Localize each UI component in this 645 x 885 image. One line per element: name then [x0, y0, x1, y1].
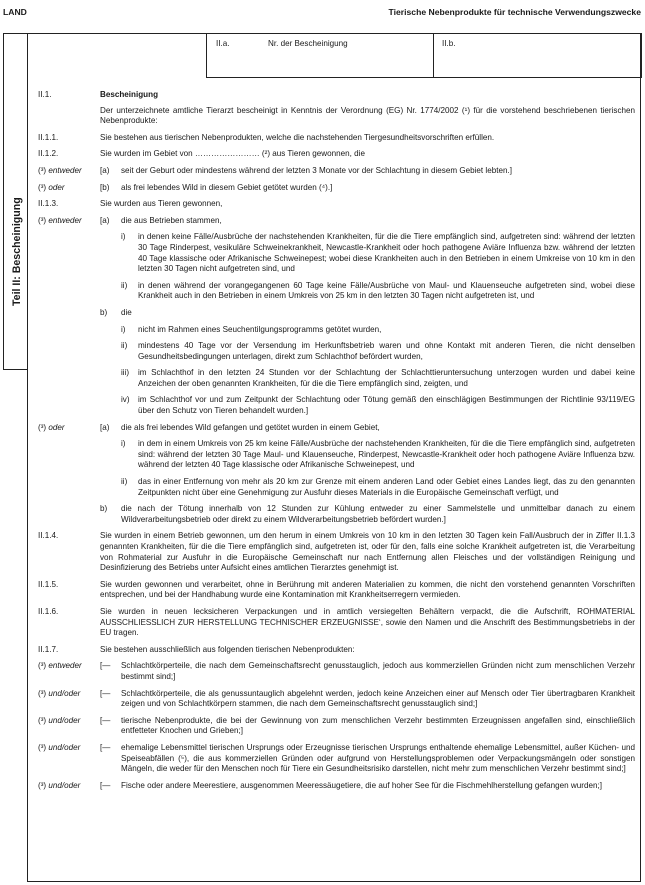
section-II-1-4: II.1.4. Sie wurden in einem Betrieb gewonnen, um den herum in einem Umkreis von 10 km in den letzten 30 Tagen kein Fall/Ausbruch der in Ziffer II.1.3 genannten Krankheiten, für die die Tiere empfänglich sind, aufgetreten ist, oder für den, falls eine solche Krankheit aufgetreten ist, die Verarbeitung von Rohmaterial zur Ausfuhr in die Europäische Gemeinschaft nur nach Entfernung allen Fleisches und der vollständigen Reinigung und Desinfizierung des Betriebs unter Aufsicht eines amtlichen Tierarztes genehmigt ist. — [38, 531, 635, 573]
section-II-1 — [38, 90, 635, 101]
section-II-1-7: II.1.7. Sie bestehen ausschließlich aus folgenden tierischen Nebenprodukten: — [38, 644, 355, 654]
sidebar-label: Teil II: Bescheinigung — [11, 197, 23, 306]
section-title: Bescheinigung — [100, 90, 159, 99]
certificate-ref-cell — [207, 34, 434, 77]
certificate-IIb-cell — [434, 34, 641, 77]
list-item: i) nicht im Rahmen eines Seuchentilgungsprogramms getötet wurden, — [121, 324, 382, 334]
option-row: (³) entweder [a) die aus Betrieben stammen, — [38, 215, 222, 225]
list-item: b) die — [100, 307, 132, 317]
option-row: (³) oder [b) als frei lebendes Wild in diesem Gebiet getötet wurden (⁴).] — [38, 182, 333, 192]
section-II-1-1: II.1.1. Sie bestehen aus tierischen Nebenprodukten, welche die nachstehenden Tiergesundheitsvorschriften erfüllen. — [38, 132, 495, 142]
sidebar-box — [3, 33, 27, 370]
header-country: LAND — [3, 7, 27, 17]
list-item: i) in dem in einem Umkreis von 25 km keine Fälle/Ausbrüche der nachstehenden Krankheiten, für die die Tiere empfänglich sind, aufgetreten sind: während der letzten 30 Tage Maul- und Klauenseuche, Rinderpest, Newcastle-Krankheit oder hoch pathogene Aviäre Influenza bzw. während der letzten 40 Tage klassische oder Afrikanische Schweinepest, und — [121, 439, 635, 470]
field-label-IIb: II.b. — [442, 39, 456, 48]
list-item: ii) in denen während der vorangegangenen 60 Tage keine Fälle/Ausbrüche von Maul- und Klauenseuche aufgetreten sind, wobei diese Krankheit auch in den Betrieben in einem Umkreis von 25 km in den letzten 30 Tagen nicht aufgetreten ist, und — [121, 280, 635, 301]
option-row: (³) entweder [a) seit der Geburt oder mindestens während der letzten 3 Monate vor der Schlachtung in diesem Gebiet lebten.] — [38, 165, 512, 175]
certificate-number-label: Nr. der Bescheinigung — [268, 39, 348, 48]
list-item: ii) das in einer Entfernung von mehr als 20 km zur Grenze mit einem anderen Land oder Gebiet eines Landes liegt, das zu den genannten Zeitpunkten nicht über eine Genehmigung zur Ausfuhr dieses Materials in die Europäische Gemeinschaft verfügt, und — [121, 477, 635, 497]
header-title: Tierische Nebenprodukte für technische Verwendungszwecke — [388, 7, 641, 17]
list-item: b) die nach der Tötung innerhalb von 12 Stunden zur Kühlung entweder zu einer Sammelstelle und unmittelbar danach zu einem Wildverarbeitungsbetrieb oder direkt zu einem Wildverarbeitungsbetrieb befördert wurden.] — [100, 504, 635, 524]
section-II-1-5: II.1.5. Sie wurden gewonnen und verarbeitet, ohne in Berührung mit anderen Materialien zu kommen, die nicht den vorstehend genannten Vorschriften entsprechen, und bei der Handhabung wurde eine Kontamination mit Krankheitserregern vermieden. — [38, 579, 635, 600]
list-item: iii) im Schlachthof in den letzten 24 Stunden vor der Schlachtung der Schlachttieruntersuchung unterzogen wurden und dabei keine Anzeichen der oben genannten Krankheiten, für die die Tiere empfänglich sind, zeigten, und — [121, 368, 635, 388]
section-number: II.1. — [38, 90, 52, 99]
section-intro: Der unterzeichnete amtliche Tierarzt bescheinigt in Kenntnis der Verordnung (EG) Nr. 1774/2002 (¹) für die vorstehend beschriebenen tierischen Nebenprodukte: — [100, 105, 635, 126]
certificate-body — [27, 33, 641, 882]
section-II-1-2: II.1.2. Sie wurden im Gebiet von …………………… (²) aus Tieren gewonnen, die — [38, 149, 365, 159]
option-row: (³) und/oder [— tierische Nebenprodukte, die bei der Gewinnung von zum menschlichen Verzehr bestimmten Erzeugnissen angefallen sind, einschließlich entfetteter Knochen und Grieben;] — [38, 715, 635, 736]
list-item: i) in denen keine Fälle/Ausbrüche der nachstehenden Krankheiten, für die die Tiere empfänglich sind, aufgetreten sind: während der letzten 30 Tage Rinderpest, vesikuläre Schweinekrankheit, Newcastle-Krankheit oder hoch pathogene Aviäre Influenza bzw. während der letzten 40 Tage klassische oder Afrikanische Schweinepest; wobei diese Krankheiten auch in den Betrieben in einem Umkreise von 10 km in den letzten 30 Tagen nicht aufgetreten sind, und — [121, 232, 635, 274]
certificate-content — [38, 90, 635, 791]
field-label-IIa: II.a. — [216, 39, 230, 48]
certificate-number-box — [206, 33, 642, 78]
option-row: (³) und/oder [— ehemalige Lebensmittel tierischen Ursprungs oder Erzeugnisse tierischen Ursprungs enthaltende ehemalige Lebensmittel, außer Küchen- und Speiseabfällen (⁵), die aus kommerziellen Gründen oder aufgrund von Herstellungsproblemen oder Verpackungsmängeln oder sonstigen Mängeln, die weder für den Menschen noch für Tiere ein Gesundheitsrisiko darstellen, nicht mehr zum menschlichen Verzehr bestimmt sind;] — [38, 742, 635, 774]
option-row: (³) und/oder [— Schlachtkörperteile, die als genussuntauglich abgelehnt werden, jedoch keine Anzeichen einer auf Mensch oder Tier übertragbaren Krankheit zeigen und von Schlachtkörpern stammen, die nach dem Gemeinschaftsrecht genusstauglich sind;] — [38, 688, 635, 709]
option-row: (³) entweder [— Schlachtkörperteile, die nach dem Gemeinschaftsrecht genusstauglich, jedoch aus kommerziellen Gründen nicht zum menschlichen Verzehr bestimmt sind;] — [38, 661, 635, 681]
option-row: (³) oder [a) die als frei lebendes Wild gefangen und getötet wurden in einem Gebiet, — [38, 422, 380, 432]
section-II-1-3: II.1.3. Sie wurden aus Tieren gewonnen, — [38, 199, 223, 209]
option-row: (³) und/oder [— Fische oder andere Meerestiere, ausgenommen Meeressäugetiere, die auf hoher See für die Fischmehlherstellung gefangen wurden;] — [38, 780, 602, 790]
section-II-1-6: II.1.6. Sie wurden in neuen lecksicheren Verpackungen und in amtlich versiegelten Behältern verpackt, die die Aufschrift, ROHMATERIAL AUSSCHLIESSLICH ZUR HERSTELLUNG TECHNISCHER ERZEUGNISSE‘, sowie den Namen und die Anschrift des Bestimmungsbetriebs in der EU tragen. — [38, 606, 635, 638]
list-item: ii) mindestens 40 Tage vor der Versendung im Herkunftsbetrieb waren und ohne Kontakt mit anderen Tieren, die nicht denselben Gesundheitsbedingungen unterlagen, direkt zum Schlachthof befördert wurden, — [121, 341, 635, 361]
list-item: iv) im Schlachthof vor und zum Zeitpunkt der Schlachtung oder Tötung gemäß den einschlägigen Bestimmungen der Richtlinie 93/119/EG über den Schutz von Tieren behandelt wurden.] — [121, 395, 635, 416]
